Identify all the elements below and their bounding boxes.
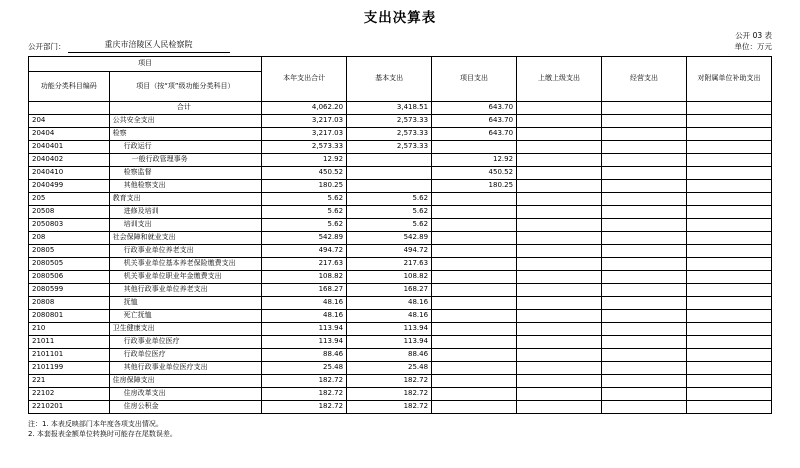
row-value-5 (686, 101, 771, 114)
row-name: 行政单位医疗 (109, 348, 262, 361)
form-number: 公开 03 表 (735, 31, 772, 40)
header-col-0: 本年支出合计 (262, 56, 347, 101)
department-field (28, 40, 230, 53)
row-value-2: 450.52 (432, 166, 517, 179)
row-value-2 (432, 361, 517, 374)
row-value-3 (517, 374, 602, 387)
row-code: 2080599 (29, 283, 110, 296)
row-value-5 (686, 166, 771, 179)
row-value-2 (432, 205, 517, 218)
row-value-0: 5.62 (262, 218, 347, 231)
row-value-0: 217.63 (262, 257, 347, 270)
table-row (29, 140, 772, 153)
table-row (29, 114, 772, 127)
table-notes (28, 419, 772, 440)
table-row (29, 205, 772, 218)
row-value-4 (602, 114, 687, 127)
row-value-1: 25.48 (347, 361, 432, 374)
row-name: 住房改革支出 (109, 387, 262, 400)
row-value-3 (517, 244, 602, 257)
row-value-5 (686, 283, 771, 296)
row-value-3 (517, 309, 602, 322)
row-name: 住房保障支出 (109, 374, 262, 387)
row-value-4 (602, 140, 687, 153)
row-value-4 (602, 179, 687, 192)
row-name: 机关事业单位职业年金缴费支出 (109, 270, 262, 283)
row-value-4 (602, 166, 687, 179)
row-value-1: 2,573.33 (347, 140, 432, 153)
row-value-2 (432, 283, 517, 296)
row-value-5 (686, 309, 771, 322)
row-value-0: 25.48 (262, 361, 347, 374)
row-value-0: 113.94 (262, 335, 347, 348)
table-row (29, 270, 772, 283)
row-value-2: 643.70 (432, 101, 517, 114)
row-value-3 (517, 361, 602, 374)
table-row (29, 322, 772, 335)
row-name: 卫生健康支出 (109, 322, 262, 335)
row-value-2 (432, 374, 517, 387)
row-value-0: 12.92 (262, 153, 347, 166)
row-value-0: 180.25 (262, 179, 347, 192)
header-item-group: 项目 (29, 56, 262, 71)
row-value-1: 108.82 (347, 270, 432, 283)
table-row (29, 218, 772, 231)
table-row (29, 257, 772, 270)
row-value-5 (686, 270, 771, 283)
row-value-4 (602, 101, 687, 114)
header-col-4: 经营支出 (602, 56, 687, 101)
row-code: 204 (29, 114, 110, 127)
row-value-4 (602, 218, 687, 231)
row-value-2 (432, 218, 517, 231)
table-row (29, 400, 772, 413)
row-value-1: 2,573.33 (347, 114, 432, 127)
row-code: 2101199 (29, 361, 110, 374)
table-row (29, 166, 772, 179)
row-value-2: 180.25 (432, 179, 517, 192)
row-name: 合计 (109, 101, 262, 114)
row-value-2 (432, 348, 517, 361)
row-name: 社会保障和就业支出 (109, 231, 262, 244)
table-row (29, 101, 772, 114)
row-value-0: 4,062.20 (262, 101, 347, 114)
row-value-4 (602, 205, 687, 218)
row-value-5 (686, 257, 771, 270)
row-name: 进修及培训 (109, 205, 262, 218)
row-name: 行政运行 (109, 140, 262, 153)
row-value-5 (686, 127, 771, 140)
table-row (29, 153, 772, 166)
row-code: 2080801 (29, 309, 110, 322)
document-page (0, 6, 800, 468)
row-value-4 (602, 153, 687, 166)
row-value-0: 3,217.03 (262, 114, 347, 127)
row-value-2 (432, 322, 517, 335)
row-name: 检察 (109, 127, 262, 140)
row-value-1: 182.72 (347, 387, 432, 400)
row-value-2 (432, 231, 517, 244)
row-value-3 (517, 140, 602, 153)
department-label: 公开部门： (28, 42, 66, 52)
row-value-5 (686, 400, 771, 413)
row-value-2: 643.70 (432, 114, 517, 127)
row-value-3 (517, 348, 602, 361)
row-value-0: 88.46 (262, 348, 347, 361)
row-value-5 (686, 335, 771, 348)
row-value-4 (602, 257, 687, 270)
row-code: 21011 (29, 335, 110, 348)
row-value-2: 643.70 (432, 127, 517, 140)
row-value-5 (686, 192, 771, 205)
row-name: 行政事业单位养老支出 (109, 244, 262, 257)
row-value-3 (517, 218, 602, 231)
row-value-3 (517, 257, 602, 270)
row-value-0: 5.62 (262, 192, 347, 205)
row-value-1: 88.46 (347, 348, 432, 361)
row-value-4 (602, 283, 687, 296)
row-value-0: 48.16 (262, 296, 347, 309)
row-value-3 (517, 387, 602, 400)
row-name: 其他检察支出 (109, 179, 262, 192)
row-value-5 (686, 231, 771, 244)
expenditure-table (28, 56, 772, 414)
row-code (29, 101, 110, 114)
table-row (29, 387, 772, 400)
row-value-0: 108.82 (262, 270, 347, 283)
table-row (29, 283, 772, 296)
page-title: 支出决算表 (363, 10, 437, 26)
row-value-2 (432, 400, 517, 413)
document-meta (28, 30, 772, 53)
row-value-1: 5.62 (347, 192, 432, 205)
table-row (29, 374, 772, 387)
row-value-5 (686, 322, 771, 335)
row-value-2 (432, 270, 517, 283)
row-value-3 (517, 231, 602, 244)
row-code: 2040402 (29, 153, 110, 166)
row-value-4 (602, 335, 687, 348)
row-name: 一般行政管理事务 (109, 153, 262, 166)
row-name: 培训支出 (109, 218, 262, 231)
row-name: 死亡抚恤 (109, 309, 262, 322)
row-value-3 (517, 283, 602, 296)
row-value-4 (602, 296, 687, 309)
row-value-0: 5.62 (262, 205, 347, 218)
row-value-4 (602, 127, 687, 140)
row-value-4 (602, 270, 687, 283)
row-code: 2050803 (29, 218, 110, 231)
table-row (29, 127, 772, 140)
row-value-0: 168.27 (262, 283, 347, 296)
row-code: 22102 (29, 387, 110, 400)
row-value-5 (686, 153, 771, 166)
form-meta (735, 30, 773, 53)
row-value-0: 182.72 (262, 374, 347, 387)
row-value-2 (432, 296, 517, 309)
row-value-1: 2,573.33 (347, 127, 432, 140)
row-value-0: 113.94 (262, 322, 347, 335)
row-value-5 (686, 296, 771, 309)
header-col-5: 对附属单位补助支出 (686, 56, 771, 101)
header-col-2: 项目支出 (432, 56, 517, 101)
row-value-2 (432, 192, 517, 205)
row-value-3 (517, 114, 602, 127)
row-code: 2040499 (29, 179, 110, 192)
row-value-1: 48.16 (347, 309, 432, 322)
row-value-5 (686, 348, 771, 361)
row-value-4 (602, 244, 687, 257)
row-value-1 (347, 153, 432, 166)
row-value-5 (686, 179, 771, 192)
table-row (29, 231, 772, 244)
row-value-0: 542.89 (262, 231, 347, 244)
row-value-2 (432, 257, 517, 270)
table-row (29, 179, 772, 192)
row-code: 221 (29, 374, 110, 387)
row-value-2 (432, 387, 517, 400)
row-code: 2040410 (29, 166, 110, 179)
row-value-0: 3,217.03 (262, 127, 347, 140)
row-value-0: 494.72 (262, 244, 347, 257)
table-header (29, 56, 772, 101)
table-row (29, 192, 772, 205)
row-value-5 (686, 205, 771, 218)
row-value-1: 48.16 (347, 296, 432, 309)
row-value-4 (602, 309, 687, 322)
row-value-1: 217.63 (347, 257, 432, 270)
table-row (29, 309, 772, 322)
row-value-1 (347, 166, 432, 179)
department-value: 重庆市涪陵区人民检察院 (68, 40, 230, 53)
row-value-0: 48.16 (262, 309, 347, 322)
table-row (29, 361, 772, 374)
row-value-5 (686, 387, 771, 400)
row-value-4 (602, 374, 687, 387)
row-value-1: 182.72 (347, 374, 432, 387)
row-name: 住房公积金 (109, 400, 262, 413)
row-value-0: 182.72 (262, 387, 347, 400)
row-value-3 (517, 400, 602, 413)
row-value-4 (602, 400, 687, 413)
table-row (29, 244, 772, 257)
row-value-4 (602, 192, 687, 205)
row-value-4 (602, 348, 687, 361)
row-value-1: 5.62 (347, 205, 432, 218)
row-value-3 (517, 179, 602, 192)
row-code: 208 (29, 231, 110, 244)
header-col-3: 上缴上级支出 (517, 56, 602, 101)
row-value-3 (517, 192, 602, 205)
table-row (29, 335, 772, 348)
row-code: 210 (29, 322, 110, 335)
row-value-5 (686, 114, 771, 127)
row-value-4 (602, 231, 687, 244)
row-value-3 (517, 270, 602, 283)
row-value-5 (686, 140, 771, 153)
row-value-2: 12.92 (432, 153, 517, 166)
row-name: 检察监督 (109, 166, 262, 179)
row-code: 20404 (29, 127, 110, 140)
row-code: 2101101 (29, 348, 110, 361)
row-code: 2040401 (29, 140, 110, 153)
row-value-1: 5.62 (347, 218, 432, 231)
row-code: 2210201 (29, 400, 110, 413)
row-name: 教育支出 (109, 192, 262, 205)
row-value-4 (602, 322, 687, 335)
row-value-2 (432, 140, 517, 153)
row-value-3 (517, 205, 602, 218)
row-code: 2080506 (29, 270, 110, 283)
row-name: 公共安全支出 (109, 114, 262, 127)
row-code: 20808 (29, 296, 110, 309)
table-row (29, 296, 772, 309)
header-code-col: 功能分类科目编码 (29, 71, 110, 101)
row-value-1: 3,418.51 (347, 101, 432, 114)
header-name-col: 项目（按“项”级功能分类科目） (109, 71, 262, 101)
row-value-1: 494.72 (347, 244, 432, 257)
row-value-1: 542.89 (347, 231, 432, 244)
header-col-1: 基本支出 (347, 56, 432, 101)
row-value-1 (347, 179, 432, 192)
note-1: 注：1. 本表反映部门本年度各项支出情况。 (28, 419, 163, 428)
row-value-3 (517, 101, 602, 114)
table-body (29, 101, 772, 413)
row-value-0: 2,573.33 (262, 140, 347, 153)
row-value-5 (686, 361, 771, 374)
row-name: 其他行政事业单位医疗支出 (109, 361, 262, 374)
row-value-4 (602, 361, 687, 374)
table-row (29, 348, 772, 361)
row-value-3 (517, 335, 602, 348)
row-name: 行政事业单位医疗 (109, 335, 262, 348)
row-value-2 (432, 335, 517, 348)
row-name: 抚恤 (109, 296, 262, 309)
row-code: 2080505 (29, 257, 110, 270)
row-value-1: 182.72 (347, 400, 432, 413)
currency-unit: 单位：万元 (734, 42, 772, 52)
row-name: 其他行政事业单位养老支出 (109, 283, 262, 296)
row-value-1: 113.94 (347, 322, 432, 335)
row-value-3 (517, 296, 602, 309)
note-2: 2. 本套报表金额单位转换时可能存在尾数误差。 (28, 430, 177, 438)
row-value-3 (517, 322, 602, 335)
row-value-5 (686, 244, 771, 257)
row-code: 20508 (29, 205, 110, 218)
row-value-0: 450.52 (262, 166, 347, 179)
row-value-3 (517, 153, 602, 166)
row-value-3 (517, 127, 602, 140)
row-value-5 (686, 218, 771, 231)
row-code: 205 (29, 192, 110, 205)
row-value-1: 113.94 (347, 335, 432, 348)
row-name: 机关事业单位基本养老保险缴费支出 (109, 257, 262, 270)
row-code: 20805 (29, 244, 110, 257)
row-value-2 (432, 309, 517, 322)
row-value-1: 168.27 (347, 283, 432, 296)
row-value-5 (686, 374, 771, 387)
row-value-0: 182.72 (262, 400, 347, 413)
row-value-4 (602, 387, 687, 400)
row-value-2 (432, 244, 517, 257)
row-value-3 (517, 166, 602, 179)
